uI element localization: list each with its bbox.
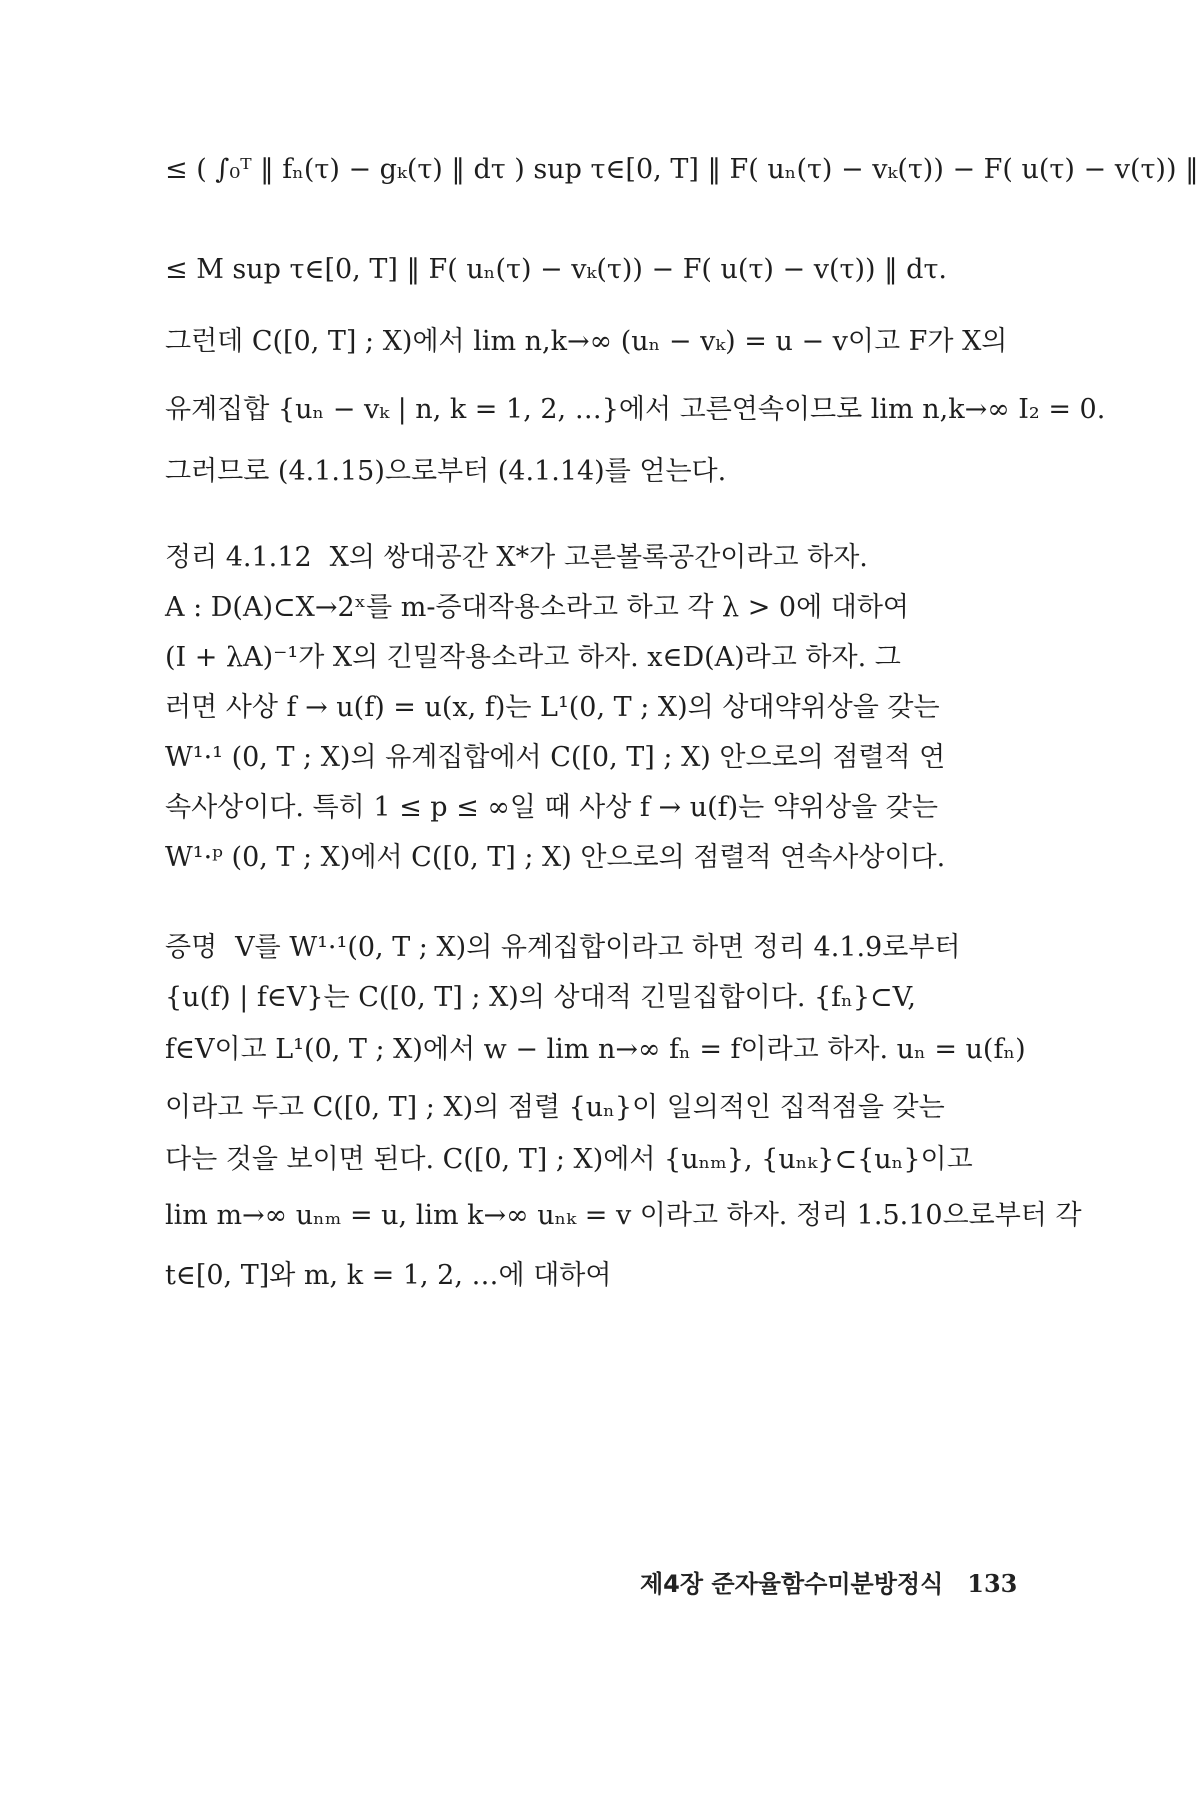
theorem-line-5: W¹·¹ (0, T ; X)의 유계집합에서 C([0, T] ; X) 안으로의 점렬적 연 <box>165 742 946 773</box>
paragraph1-line-1: 그런데 C([0, T] ; X)에서 lim n,k→∞ (uₙ − vₖ) = u − v이고 F가 X의 <box>165 326 1008 357</box>
proof-line-4: 이라고 두고 C([0, T] ; X)의 점렬 {uₙ}이 일의적인 집적점을 갖는 <box>165 1092 945 1123</box>
equation-line-1: ≤ ( ∫₀ᵀ ‖ fₙ(τ) − gₖ(τ) ‖ dτ ) sup τ∈[0, T] ‖ F( uₙ(τ) − vₖ(τ)) − F( u(τ) − v(τ)) ‖ <box>165 154 1199 185</box>
page-number: 133 <box>967 1569 1018 1598</box>
page-footer <box>640 1564 1017 1599</box>
equation-line-2: ≤ M sup τ∈[0, T] ‖ F( uₙ(τ) − vₖ(τ)) − F( u(τ) − v(τ)) ‖ dτ. <box>165 254 947 285</box>
theorem-line-3: (I + λA)⁻¹가 X의 긴밀작용소라고 하자. x∈D(A)라고 하자. 그 <box>165 642 901 673</box>
proof-line-7: t∈[0, T]와 m, k = 1, 2, …에 대하여 <box>165 1260 612 1291</box>
proof-first-line <box>165 928 1065 968</box>
theorem-line-4: 러면 사상 f → u(f) = u(x, f)는 L¹(0, T ; X)의 상대약위상을 갖는 <box>165 692 940 723</box>
paragraph1-line-3: 그러므로 (4.1.15)으로부터 (4.1.14)를 얻는다. <box>165 456 727 487</box>
chapter-title: 제4장 준자율함수미분방정식 <box>640 1570 944 1598</box>
theorem-line-2: A : D(A)⊂X→2ˣ를 m-증대작용소라고 하고 각 λ > 0에 대하여 <box>165 592 910 623</box>
proof-line-5: 다는 것을 보이면 된다. C([0, T] ; X)에서 {uₙₘ}, {uₙₖ}⊂{uₙ}이고 <box>165 1144 973 1175</box>
theorem-first-line <box>165 538 1065 578</box>
proof-line-6: lim m→∞ uₙₘ = u, lim k→∞ uₙₖ = v 이라고 하자. 정리 1.5.10으로부터 각 <box>165 1200 1082 1231</box>
theorem-line-1: X의 쌍대공간 X*가 고른볼록공간이라고 하자. <box>329 542 868 573</box>
proof-line-1: V를 W¹·¹(0, T ; X)의 유계집합이라고 하면 정리 4.1.9로부터 <box>235 932 961 963</box>
theorem-line-6: 속사상이다. 특히 1 ≤ p ≤ ∞일 때 사상 f → u(f)는 약위상을 갖는 <box>165 792 938 823</box>
proof-line-3: f∈V이고 L¹(0, T ; X)에서 w − lim n→∞ fₙ = f이라고 하자. uₙ = u(fₙ) <box>165 1034 1026 1065</box>
theorem-line-7: W¹·ᵖ (0, T ; X)에서 C([0, T] ; X) 안으로의 점렬적 연속사상이다. <box>165 842 946 873</box>
theorem-label: 정리 4.1.12 <box>165 542 312 573</box>
paragraph1-line-2: 유계집합 {uₙ − vₖ | n, k = 1, 2, …}에서 고른연속이므로 lim n,k→∞ I₂ = 0. <box>165 394 1106 425</box>
proof-line-2: {u(f) | f∈V}는 C([0, T] ; X)의 상대적 긴밀집합이다. {fₙ}⊂V, <box>165 982 917 1013</box>
proof-label: 증명 <box>165 932 218 963</box>
